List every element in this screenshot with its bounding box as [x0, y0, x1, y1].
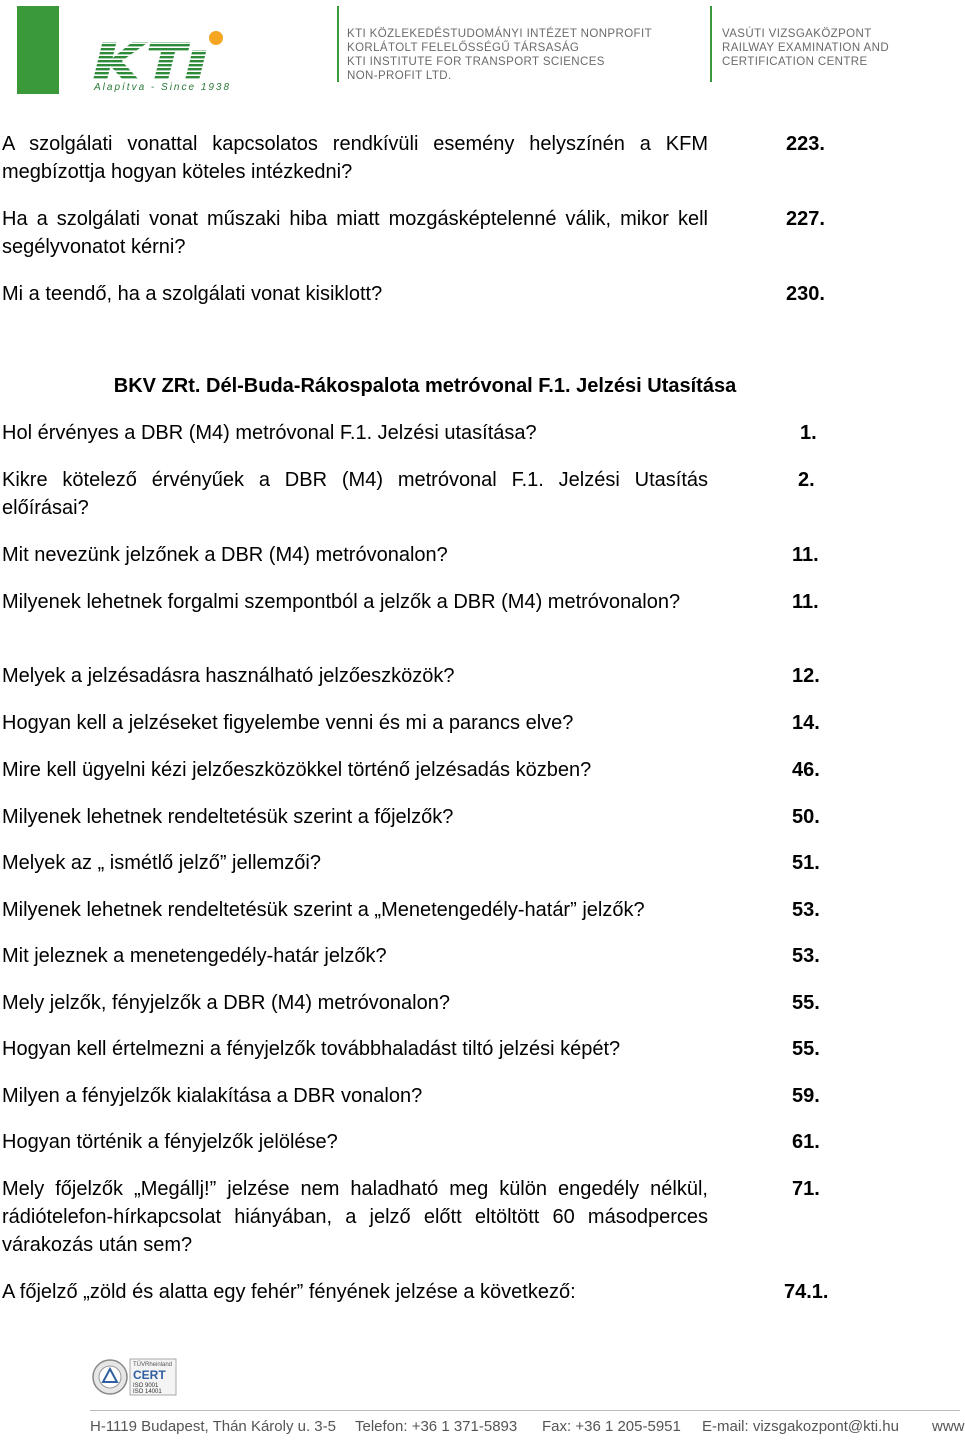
- tuv-cert-badge: [92, 1356, 178, 1398]
- institute-name: [347, 27, 652, 83]
- cert-small-label: TÜVRheinland: [133, 1362, 173, 1368]
- centre-line: RAILWAY EXAMINATION AND: [722, 42, 890, 54]
- logo-since-text: Alapítva - Since 1938: [94, 82, 232, 93]
- header-divider: [337, 6, 339, 82]
- question-number: 14.: [792, 712, 820, 734]
- question-text: Mit nevezünk jelzőnek a DBR (M4) metróvonalon?: [2, 544, 448, 566]
- centre-line: CERTIFICATION CENTRE: [722, 56, 868, 68]
- question-text: Melyek a jelzésadásra használható jelzőeszközök?: [2, 665, 455, 687]
- question-number: 61.: [792, 1131, 820, 1153]
- brand-green-bar: [17, 6, 59, 94]
- question-text: Hol érvényes a DBR (M4) metróvonal F.1. Jelzési utasítása?: [2, 422, 537, 444]
- question-number: 227.: [786, 208, 825, 230]
- header-divider: [710, 6, 712, 82]
- question-text: Mely főjelzők „Megállj!” jelzése nem haladható meg külön engedély nélkül, rádiótelefon-hírkapcsolat hiányában, a jelző előtt eltöltött 60 másodperces várakozás után sem?: [2, 1178, 708, 1256]
- footer-divider: [90, 1410, 960, 1411]
- question-number: 230.: [786, 283, 825, 305]
- question-number: 74.1.: [784, 1281, 829, 1303]
- question-text: Mire kell ügyelni kézi jelzőeszközökkel történő jelzésadás közben?: [2, 759, 592, 781]
- question-text: Milyen a fényjelzők kialakítása a DBR vonalon?: [2, 1085, 423, 1107]
- page-header: [0, 0, 960, 100]
- question-text: Melyek az „ ismétlő jelző” jellemzői?: [2, 852, 321, 874]
- question-number: 55.: [792, 1038, 820, 1060]
- question-text: Mit jeleznek a menetengedély-határ jelzők?: [2, 945, 387, 967]
- institute-line: KTI KÖZLEKEDÉSTUDOMÁNYI INTÉZET NONPROFIT: [347, 28, 652, 40]
- footer-email[interactable]: E-mail: vizsgakozpont@kti.hu: [702, 1418, 899, 1435]
- question-number: 71.: [792, 1178, 820, 1200]
- question-number: 51.: [792, 852, 820, 874]
- question-number: 55.: [792, 992, 820, 1014]
- institute-line: KTI INSTITUTE FOR TRANSPORT SCIENCES: [347, 56, 605, 68]
- question-text: Hogyan történik a fényjelzők jelölése?: [2, 1131, 338, 1153]
- question-text: Mi a teendő, ha a szolgálati vonat kisiklott?: [2, 283, 383, 305]
- question-number: 2.: [798, 469, 815, 491]
- cert-iso-label: ISO 9001: [133, 1383, 159, 1389]
- question-number: 223.: [786, 133, 825, 155]
- institute-line: NON-PROFIT LTD.: [347, 70, 452, 82]
- footer-phone: Telefon: +36 1 371-5893: [355, 1418, 518, 1435]
- question-text: Mely jelzők, fényjelzők a DBR (M4) metróvonalon?: [2, 992, 450, 1014]
- question-text: Ha a szolgálati vonat műszaki hiba miatt mozgásképtelenné válik, mikor kell segélyvonatot kérni?: [2, 208, 708, 258]
- question-text: A szolgálati vonattal kapcsolatos rendkívüli esemény helyszínén a KFM megbízottja hogyan köteles intézkedni?: [2, 133, 708, 183]
- cert-label: CERT: [133, 1368, 166, 1382]
- question-text: Milyenek lehetnek forgalmi szempontból a jelzők a DBR (M4) metróvonalon?: [2, 591, 681, 613]
- footer-fax: Fax: +36 1 205-5951: [542, 1418, 681, 1435]
- footer-address: H-1119 Budapest, Thán Károly u. 3-5: [90, 1418, 336, 1435]
- question-text: Kikre kötelező érvényűek a DBR (M4) metróvonal F.1. Jelzési Utasítás előírásai?: [2, 469, 708, 519]
- question-text: Milyenek lehetnek rendeltetésük szerint a „Menetengedély-határ” jelzők?: [2, 899, 645, 921]
- logo-sun-dot: [209, 31, 223, 45]
- question-text: Hogyan kell értelmezni a fényjelzők továbbhaladást tiltó jelzési képét?: [2, 1038, 621, 1060]
- footer-web[interactable]: www: [932, 1418, 965, 1435]
- kti-logo: [92, 28, 232, 82]
- institute-line: KORLÁTOLT FELELŐSSÉGŰ TÁRSASÁG: [347, 42, 580, 54]
- question-number: 46.: [792, 759, 820, 781]
- question-text: A főjelző „zöld és alatta egy fehér” fényének jelzése a következő:: [2, 1281, 576, 1303]
- question-number: 1.: [800, 422, 817, 444]
- question-number: 53.: [792, 899, 820, 921]
- cert-iso-label: ISO 14001: [133, 1389, 162, 1395]
- question-number: 53.: [792, 945, 820, 967]
- question-text: Milyenek lehetnek rendeltetésük szerint a főjelzők?: [2, 806, 454, 828]
- section-title: BKV ZRt. Dél-Buda-Rákospalota metróvonal F.1. Jelzési Utasítása: [113, 375, 737, 397]
- question-number: 50.: [792, 806, 820, 828]
- question-number: 11.: [792, 591, 819, 613]
- question-text: Hogyan kell a jelzéseket figyelembe venni és mi a parancs elve?: [2, 712, 574, 734]
- question-number: 59.: [792, 1085, 820, 1107]
- centre-line: VASÚTI VIZSGAKÖZPONT: [722, 28, 872, 40]
- question-number: 12.: [792, 665, 820, 687]
- question-number: 11.: [792, 544, 819, 566]
- centre-name: [722, 27, 889, 69]
